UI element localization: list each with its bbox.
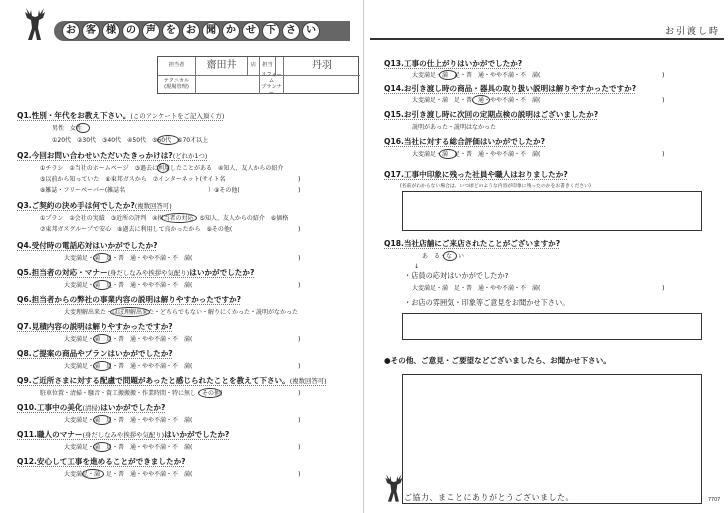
q15-heading: Q15.お引き渡し時に次回の定期点検の説明はございましたか? — [384, 110, 599, 119]
other-answer-box[interactable] — [402, 374, 702, 504]
title-char: の — [122, 22, 140, 40]
sales-label: 担当者 — [158, 57, 196, 76]
q5-sub: (身だしなみや挨拶や気配り) — [107, 269, 190, 277]
q11-tail: はいかがでしたか? — [164, 430, 230, 439]
q4-paren: ) — [298, 254, 301, 262]
q17-note: (名前がわからない場合は、いつ頃どのような内容が印象に残ったのかをお書きください) — [400, 184, 591, 189]
q13-scale[interactable]: 大変満足・満 足・普 通・やや不満・不 満( — [412, 72, 541, 79]
q3-options-2[interactable]: ⑦東邦ガスグループで安心 ⑧過去に利用して良かったから ⑨その他( — [40, 226, 233, 233]
q14-mark — [472, 95, 490, 105]
thanks-message: ご協力、まことにありがとうございました。 — [404, 493, 574, 502]
q4-scale[interactable]: 大変満足・満 足・普 通・やや不満・不 満( — [64, 255, 193, 262]
q12-heading: Q12.安心して工事を進めることができましたか? — [17, 457, 186, 466]
section-title: お引渡し時 — [664, 27, 720, 37]
q18-yesno[interactable]: あ る・な い — [422, 253, 465, 260]
q5-text: Q5.担当者の対応・マナー — [17, 268, 108, 277]
q9-mark — [198, 388, 222, 398]
header-rule — [370, 38, 724, 40]
q2-options-2[interactable]: ⑤以前から知っていた ⑥東邦ガスから ⑦インターネット(サイト名 — [40, 176, 226, 183]
q14-paren: ) — [662, 96, 665, 104]
q2-sub: (どれか1つ) — [172, 152, 208, 160]
title-char: せ — [242, 22, 260, 40]
q2-heading — [17, 151, 207, 161]
q16-scale[interactable]: 大変満足・満 足・普 通・やや不満・不 満( — [412, 151, 541, 158]
q1-ages[interactable]: ①20代 ②30代 ③40代 ④50代 ⑤60代 ⑥70才以上 — [52, 137, 209, 144]
sales-value[interactable]: 齋田井 — [196, 57, 248, 76]
q1-age-mark — [157, 135, 179, 145]
q10-paren: ) — [298, 416, 301, 424]
title-char: か — [222, 22, 240, 40]
q11-mark — [93, 442, 111, 452]
q6-scale[interactable]: 大変理解出来た・ほぼ理解出来た・どちらでもない・解りにくかった・説明がなかった — [64, 309, 298, 316]
q10-sub: (清掃) — [82, 404, 101, 412]
title-char: 声 — [142, 22, 160, 40]
q13-mark — [439, 70, 457, 80]
q9-sub: (複数回答可) — [289, 377, 327, 385]
q9-paren: ) — [298, 389, 301, 397]
q1-gender[interactable]: 男性 女性 — [52, 125, 83, 132]
q2-options-1[interactable]: ①チラシ ②当社のホームページ ③過去に利用したことがある ④知人、友人からの紹介 — [40, 165, 284, 172]
staff-table — [157, 56, 359, 94]
q13-heading: Q13.工事の仕上がりはいかがでしたか? — [384, 59, 523, 68]
right-page — [364, 0, 728, 513]
q3-options-1[interactable]: ①プラン ②会社の実績 ③近所の評判 ④担当者の対応 ⑤知人、友人からの紹介 ⑥価格 — [40, 215, 289, 222]
q14-heading: Q14.お引き渡し時の商品・器具の取り扱い説明は解りやすかったですか? — [384, 84, 637, 93]
q18-shop-staff: ・店員の応対はいかがでしたか? — [404, 271, 509, 280]
q5-heading — [17, 268, 254, 278]
q18-scale[interactable]: 大変満足・満 足・普 通・やや不満・不 満( — [412, 285, 541, 292]
q11-text: Q11.職人のマナー — [17, 430, 83, 439]
q2-text: Q2.今回お問い合わせいただいたきっかけは? — [17, 151, 173, 160]
reform-value[interactable] — [284, 76, 360, 94]
q10-text: Q10.工事中の美化 — [17, 403, 83, 412]
q7-mark — [93, 334, 111, 344]
q13-paren: ) — [662, 71, 665, 79]
q18-heading: Q18.当社店舗にご来店されたことがございますか? — [384, 239, 561, 248]
q14-scale[interactable]: 大変満足・満 足・普 通・やや不満・不 満( — [412, 97, 541, 104]
q15-scale[interactable]: 説明があった・説明はなかった — [412, 124, 496, 131]
q3-paren: ) — [298, 225, 301, 233]
q11-scale[interactable]: 大変満足・満 足・普 通・やや不満・不 満( — [64, 444, 193, 451]
q2-options-3[interactable]: ⑧雑誌・フリーペーパー(雑誌名 — [40, 187, 126, 194]
q8-paren: ) — [298, 362, 301, 370]
q2-paren: ) — [298, 175, 301, 183]
q9-text: Q9.ご近所さまに対する配慮で問題があったと感じられたことを教えて下さい。 — [17, 376, 290, 385]
q16-mark — [439, 149, 457, 159]
q8-mark — [93, 361, 111, 371]
title-char: 下 — [262, 22, 280, 40]
q7-scale[interactable]: 大変満足・満 足・普 通・やや不満・不 満( — [64, 336, 193, 343]
q3-sub: (複数回答可) — [134, 202, 172, 210]
q3-mark — [161, 213, 197, 223]
reform-label: リフォーム プランナー — [260, 76, 284, 94]
deer-logo-icon — [14, 4, 54, 44]
q16-paren: ) — [662, 150, 665, 158]
q1-gender-mark — [76, 123, 90, 133]
q10-mark — [93, 415, 111, 425]
q5-paren: ) — [298, 281, 301, 289]
q18-paren: ) — [662, 284, 665, 292]
q18-arrow-icon: ↓ — [414, 263, 420, 270]
tanto-value[interactable]: 丹羽 — [284, 57, 360, 76]
q3-text: Q3.ご契約の決め手は何でしたか? — [17, 201, 135, 210]
q1-heading — [17, 111, 224, 121]
q10-scale[interactable]: 大変満足・満 足・普 通・やや不満・不 満( — [64, 417, 193, 424]
q17-heading: Q17.工事中印象に残った社員や職人はおりましたか? — [384, 170, 568, 179]
store-label: 店 — [248, 57, 260, 76]
q16-heading: Q16.当社に対する総合評価はいかがでしたか? — [384, 137, 545, 146]
q18-answer-box[interactable] — [402, 313, 702, 340]
title-char: 様 — [102, 22, 120, 40]
title-char: 客 — [82, 22, 100, 40]
title-char: さ — [282, 22, 300, 40]
q1-text: Q1.性別・年代をお教え下さい。 — [17, 111, 131, 120]
title-char: い — [302, 22, 320, 40]
q18-shop-impression: ・お店の雰囲気・印象等ご意見をお聞かせ下さい。 — [404, 298, 570, 307]
q18-mark — [443, 251, 457, 261]
q1-sub: (このアンケートをご記入頂く方) — [130, 112, 225, 120]
q6-mark — [110, 307, 150, 317]
tech-label: テクニカル (現場管理) — [158, 76, 196, 94]
q12-paren: ) — [298, 470, 301, 478]
q10-heading — [17, 403, 165, 413]
q7-heading: Q7.見積内容の説明は解りやすかったですか? — [17, 322, 173, 331]
q12-mark — [82, 469, 104, 479]
tech-value[interactable] — [196, 76, 260, 94]
q9-options[interactable]: 駐車位置・清掃・騒音・資工搬搬搬・作業時間・特に無し・その他( — [40, 390, 223, 397]
q5-tail: はいかがでしたか? — [189, 268, 255, 277]
q6-heading: Q6.担当者からの弊社の事業内容の説明は解りやすかったですか? — [17, 295, 242, 304]
q11-paren: ) — [298, 443, 301, 451]
other-heading: ●その他、ご意見・ご要望などございましたら、お聞かせ下さい。 — [384, 356, 611, 365]
q2-paren: ) — [298, 186, 301, 194]
title-char: お — [182, 22, 200, 40]
q8-heading: Q8.ご提案の商品やプランはいかがでしたか? — [17, 349, 173, 358]
q2-mark — [157, 163, 169, 173]
q17-answer-box[interactable] — [402, 191, 702, 231]
q5-mark — [93, 280, 111, 290]
q10-tail: はいかがでしたか? — [100, 403, 166, 412]
title-char: 聞 — [202, 22, 220, 40]
q7-paren: ) — [298, 335, 301, 343]
form-code: 7707 — [708, 498, 721, 503]
title-char: お — [62, 22, 80, 40]
q3-heading — [17, 201, 172, 211]
q5-scale[interactable]: 大変満足・満 足・普 通・やや不満・不 満( — [64, 282, 193, 289]
q4-heading: Q4.受付時の電話応対はいかがでしたか? — [17, 241, 158, 250]
q12-scale[interactable]: 大変満足・満 足・普 通・やや不満・不 満( — [64, 471, 193, 478]
q11-sub: (身だしなみや挨拶や気配り) — [82, 431, 165, 439]
q4-mark — [93, 253, 111, 263]
q11-heading — [17, 430, 229, 440]
q8-scale[interactable]: 大変満足・満 足・普 通・やや不満・不 満( — [64, 363, 193, 370]
q2-options-3b[interactable]: ）⑨その他( — [208, 187, 240, 194]
tanto-label: 担当 — [260, 57, 276, 76]
page-title — [62, 22, 320, 40]
q9-heading — [17, 376, 327, 386]
title-char: を — [162, 22, 180, 40]
